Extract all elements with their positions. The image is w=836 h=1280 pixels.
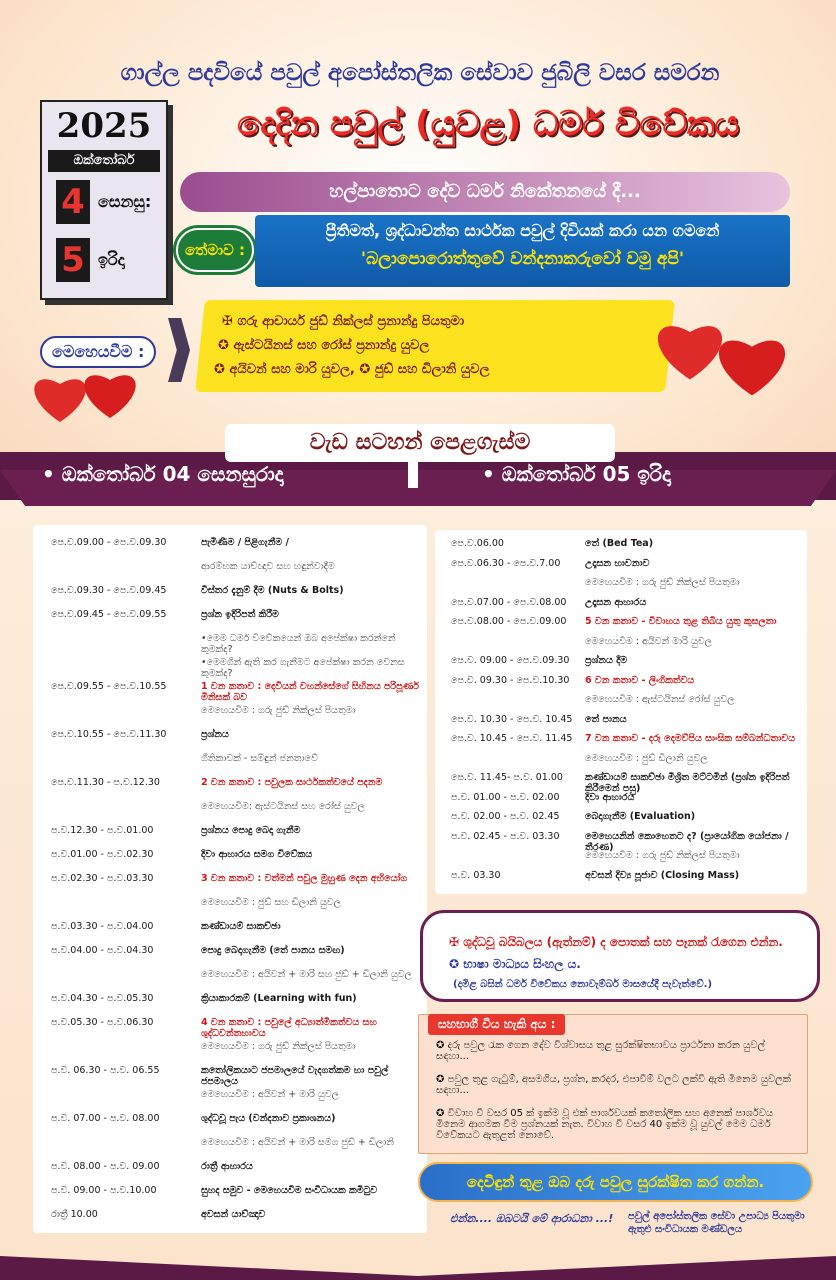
participant-item-text: විවාහ වී වසර 05 ක් ඉක්ම වූ එක් පාර්ශවයක් කතෝලික සහ අනෙක් පාර්ශවය මිනෙම ආගමක වීම ප්‍රශ්නයක් නැත. විවාහ වී වසර 40 ඉක්ම වූ යුවල් මෙම ධර්ම විවේකයට ඇතුළත් නොවේ. — [436, 1108, 774, 1141]
schedule-time: පෙ.ව. 09.30 - පෙ.ව.10.30 — [451, 674, 570, 686]
schedule-activity: මෙහෙයවීම : අයිවන් + මාරි සමග ජුඩ් + ඩිලානි — [201, 1137, 394, 1148]
schedule-time: පෙ.ව. 11.45- ප.ව. 01.00 — [451, 772, 563, 783]
participant-item-text: පවුල තුළ ගැටුම්, අසමගිය, ප්‍රශ්න, කරදර, එපාවීම් වලට ලක්වී ඇති මිනෙම යුවලක් සඳහා... — [436, 1074, 791, 1096]
schedule-activity: මෙහෙයවීම : ගරු ජුඩ් නික්ලස් පියතුමා — [585, 577, 740, 588]
schedule-time: ප.ව. 02.00 - ප.ව. 02.45 — [451, 811, 560, 822]
schedule-activity: ප්‍රශ්න ඉදිරිපත් කිරීම — [201, 609, 279, 620]
schedule-time: ප.ව. 01.00 - ප.ව. 02.00 — [451, 791, 560, 803]
schedule-activity: උදෑසන භාවනාව — [585, 557, 650, 569]
footer-swoosh — [0, 1240, 836, 1280]
schedule-activity: උදෑසන ආහාරය — [585, 596, 647, 608]
schedule-activity: කණ්ඩායම් සාකච්ඡා මිශ්‍රිත මට්ටමින් (ප්‍රශ්න ඉදිරිපත් කිරීමෙන් පසු) — [585, 772, 790, 794]
note-bring-bible: ✠ ශුද්ධවූ බයිබලය (ඇත්නම්) ද පොතක් සහ පෑනක් රැගෙන එන්න. — [449, 935, 783, 949]
facilitator-3-text: අයිවන් සහ මාරි යුවල, — [229, 362, 355, 377]
schedule-activity: කතෝලිකයාට ජපමාලයේ වැදගත්කම හා පවුල් ජපමාලය — [201, 1065, 389, 1087]
schedule-time: ප.ව.03.30 - ප.ව.04.00 — [51, 921, 154, 932]
schedule-time: පෙ.ව.09.55 - පෙ.ව.10.55 — [51, 681, 167, 692]
schedule-activity: 3 වන කතාව : වත්මන් පවුල මුහුණ දෙන අභියෝග — [201, 873, 408, 884]
heart-icon — [712, 326, 792, 398]
schedule-activity: තේ පානය — [585, 713, 627, 725]
schedule-activity: ප්‍රශ්නය දීම — [585, 655, 628, 666]
schedule-time: ප.ව. 06.30 - ප.ව. 06.55 — [51, 1065, 160, 1076]
schedule-activity: 5 වන කතාව - විවාහය තුළ තිබිය යුතු කුසලතා — [585, 616, 777, 627]
theme-line-1: ප්‍රීතිමත්, ශ්‍රද්ධාවන්ත සාර්ථක පවුල් දිවියක් කරා යන ගමනේ — [325, 221, 720, 240]
schedule-activity: ආරම්භක යාච්ඥාව සහ හඳුන්වාදීම — [201, 561, 335, 572]
day2-schedule — [435, 530, 807, 894]
top-title: ගාල්ල පදවියේ පවුල් අපෝස්තලික සේවාව ජුබිලි වසර සමරන — [120, 60, 720, 86]
schedule-activity: මෙහෙයවීම : අයිවන් + මාරි යුවල — [201, 1089, 339, 1100]
note-tamil: (දමිළ බසින් ධර්ම විවේකය නොවැම්බර් මාසයේදී පැවැත්වේ.) — [453, 979, 713, 990]
schedule-time: පෙ.ව.09.30 - පෙ.ව.09.45 — [51, 585, 167, 596]
schedule-activity: දිවා ආහාරය සමග විවේකය — [201, 849, 313, 860]
schedule-activity: ක්‍රියාකාරකම් (Learning with fun) — [201, 993, 357, 1004]
schedule-time: පෙ.ව.07.00 - පෙ.ව.08.00 — [451, 596, 567, 608]
schedule-activity: පැමිණීම / පිළිගැනීම / — [201, 537, 289, 548]
invitation-text: එන්න.... ඔබටයි මේ ආරාධනා ...! — [450, 1212, 614, 1225]
schedule-time: ප.ව. 03.30 — [451, 869, 501, 881]
schedule-activity: මෙහෙයවීම : ගරු ජුඩ් නික්ලස් පියතුමා — [585, 850, 740, 861]
date-box — [40, 100, 168, 300]
schedule-activity: ශුද්ධවූ පැය (වන්දනාව ප්‍රකාශනය) — [201, 1113, 336, 1124]
schedule-activity: 7 වන කතාව - දරු දෙමව්පිය සාංඝික සම්බන්ධතාවය — [585, 733, 796, 744]
participants-tag: සහභාගී විය හැකි අය : — [428, 1014, 565, 1035]
note-language: ✪ භාෂා මාධ්‍යය සිංහල ය. — [449, 957, 581, 971]
day1-heading: • ඔක්තෝබර් 04 සෙනසුරාදා — [42, 462, 284, 486]
schedule-activity: මෙහෙයවීම : අයිවන් + මාරි සහ ජුඩ් + ඩිලානි යුවල — [201, 969, 412, 980]
schedule-time: ප.ව.12.30 - ප.ව.01.00 — [51, 825, 154, 836]
schedule-time: පෙ.ව. 09.00 - පෙ.ව.09.30 — [451, 655, 570, 666]
year: 2025 — [56, 106, 152, 146]
day1-number: 4 — [56, 180, 90, 224]
protect-banner: දෙවිඳුන් තුළ ඔබ දරු පවුල සුරක්ෂිත කර ගන්න. — [418, 1162, 813, 1202]
divider — [408, 462, 418, 488]
facilitators-label: මෙහෙයවීම : — [40, 336, 156, 368]
day2-number: 5 — [56, 238, 90, 282]
schedule-activity: මෙහෙයවීම: ඇස්ටයිනස් සහ රෝස් යුවල — [201, 801, 365, 812]
schedule-time: ප.ව.05.30 - ප.ව.06.30 — [51, 1017, 154, 1028]
day2-heading: • ඔක්තෝබර් 05 ඉරිදා — [482, 462, 671, 486]
schedule-time: ප.ව.04.30 - ප.ව.05.30 — [51, 993, 154, 1004]
schedule-activity: සුහද සමුව - මෙහෙයවීම සංවිධායක කමිටුව — [201, 1185, 378, 1196]
venue-banner: හල්පාතොට දේව ධර්ම නිකේතනයේ දී... — [180, 172, 790, 212]
notes-box — [420, 910, 820, 1002]
schedule-activity: ප්‍රශ්නය — [201, 729, 229, 740]
schedule-time: පෙ.ව.09.00 - පෙ.ව.09.30 — [51, 537, 167, 548]
schedule-activity: විස්තර දැනුම් දීම (Nuts & Bolts) — [201, 585, 344, 596]
schedule-activity: මෙහෙයනින් කොහෙතට ද? (ප්‍රායෝගික යෝජනා / තීරණ) — [585, 830, 789, 853]
schedule-activity: 2 වන කතාව : පවුලක සාර්ථකත්වයේ පදනම — [201, 777, 383, 788]
schedule-activity: අවසන් දිව්‍ය පූජාව (Closing Mass) — [585, 869, 740, 881]
schedule-time: පෙ.ව. 10.45 - පෙ.ව. 11.45 — [451, 733, 573, 744]
schedule-activity: 6 වන කතාව - ලිංගිකත්වය — [585, 674, 695, 686]
participant-item-text: දරු පවුල රැක ගෙන දේව විශ්වාසය තුළ සුරක්ෂිතභාවය ප්‍රාර්ථනා කරන යුවල් සඳහා... — [436, 1040, 766, 1062]
schedule-time: ප.ව.01.00 - ප.ව.02.30 — [51, 849, 154, 860]
month: ඔක්තෝබර් — [48, 150, 160, 172]
schedule-time: පෙ.ව.06.30 - පෙ.ව.7.00 — [451, 557, 561, 569]
schedule-activity: මෙහෙයවීම : අයිවන් මාරි යුවල — [585, 635, 712, 647]
schedule-activity: පොදු බෙදාගැනීම (තේ පානය සමඟ) — [201, 945, 345, 956]
heart-icon — [80, 364, 140, 420]
day1-heading-text: ඔක්තෝබර් 04 සෙනසුරාදා — [61, 462, 284, 486]
schedule-activity: ගීතිකාවක් - සම්ඳුන් ජනතාවේ — [201, 753, 318, 764]
facilitator-1-text: ගරු ආචාර්ය ජුඩ් නික්ලස් ප්‍රනාන්දු පියතුමා — [237, 314, 465, 329]
participant-item: ✪ දරු පවුල රැක ගෙන දේව විශ්වාසය තුළ සුරක්ෂිතභාවය ප්‍රාර්ථනා කරන යුවල් සඳහා... — [436, 1040, 766, 1062]
schedule-time: පෙ.ව.06.00 — [451, 538, 504, 549]
facilitator-2-text: ඇස්ටයිනස් සහ රෝස් ප්‍රනාන්දු යුවල — [233, 338, 430, 353]
facilitator-2: ✪ ඇස්ටයිනස් සහ රෝස් ප්‍රනාන්දු යුවල — [218, 338, 430, 353]
theme-box — [255, 215, 790, 287]
schedule-activity: මෙහෙයවීම : ගරු ජුඩ් නික්ලස් පියතුමා — [201, 1041, 356, 1052]
facilitator-3: ✪ අයිවන් සහ මාරි යුවල, ✪ ජුඩ් සහ ඩිලානි යුවල — [214, 362, 490, 377]
note-language-text: භාෂා මාධ්‍යය සිංහල ය. — [463, 957, 581, 971]
day1-schedule — [33, 525, 427, 1233]
schedule-activity: අවසන් යාච්ඤාව — [201, 1209, 266, 1220]
schedule-activity: ප්‍රශ්නය පොදු බෙදා ගැනීම — [201, 825, 301, 836]
schedule-activity: තේ (Bed Tea) — [585, 538, 654, 549]
schedule-title: වැඩ සටහන් පෙළගැස්ම — [225, 424, 615, 462]
schedule-time: පෙ.ව.10.55 - පෙ.ව.11.30 — [51, 729, 167, 740]
schedule-time: රාත්‍රී 10.00 — [51, 1209, 98, 1220]
schedule-activity: දිවා ආහාරය — [585, 791, 635, 803]
schedule-activity: මෙහෙයවීම : ගරු ජුඩ් නික්ලස් පියතුමා — [201, 705, 356, 716]
schedule-activity: මෙහෙයවීම : ඇස්ටයිනස් රෝස් යුවල — [585, 694, 735, 705]
schedule-activity: රාත්‍රී ආහාරය — [201, 1161, 253, 1172]
schedule-time: පෙ.ව.09.45 - පෙ.ව.09.55 — [51, 609, 167, 620]
schedule-time: පෙ.ව.11.30 - ප.ව.12.30 — [51, 777, 160, 788]
theme-badge: තේමාව : — [176, 228, 254, 272]
schedule-time: ප.ව. 02.45 - ප.ව. 03.30 — [451, 830, 560, 842]
schedule-activity: මෙහෙයවීම : ජුඩ් ඩිලානි යුවල — [585, 752, 708, 764]
schedule-time: පෙ.ව. 10.30 - පෙ.ව. 10.45 — [451, 713, 573, 725]
schedule-time: ප.ව. 09.00 - ප.ව.10.00 — [51, 1185, 157, 1196]
organizer-text: පවුල් අපෝස්තලික සේවා උපාධ්‍ය පියතුමා ඇතුළු සංවිධායක මණ්ඩලය — [628, 1211, 805, 1235]
participant-item: ✪ විවාහ වී වසර 05 ක් ඉක්ම වූ එක් පාර්ශවයක් කතෝලික සහ අනෙක් පාර්ශවය මිනෙම ආගමක වීම ප්‍රශ්නයක් නැත. විවාහ වී වසර 40 ඉක්ම වූ යුවල් මෙම ධර්ම විවේකයට ඇතුළත් නොවේ. — [436, 1108, 774, 1141]
main-title: දෙදින පවුල් (යුවළ) ධර්ම විවේකය — [237, 104, 739, 144]
day2-label: ඉරිදා — [98, 250, 125, 269]
schedule-activity: කණ්ඩායම් සාකච්ඡා — [201, 921, 281, 932]
schedule-activity: මෙහෙයවීම : ජුඩ් සහ ඩිලානි යුවල — [201, 897, 341, 908]
schedule-time: ප.ව.02.30 - ප.ව.03.30 — [51, 873, 154, 884]
schedule-time: ප.ව.04.00 - ප.ව.04.30 — [51, 945, 154, 956]
theme-line-2: 'බලාපොරොත්තුවේ වන්දනාකරුවෝ වමු අපි' — [360, 249, 685, 269]
schedule-time: ප.ව. 07.00 - ප.ව. 08.00 — [51, 1113, 160, 1124]
schedule-time: පෙ.ව.08.00 - පෙ.ව.09.00 — [451, 616, 567, 627]
day2-heading-text: ඔක්තෝබර් 05 ඉරිදා — [501, 462, 671, 486]
schedule-activity: 1 වන කතාව : දෙවියන් වහන්සේගේ සිහිනය පරිපූර්ණ මිනිසක් බව — [201, 681, 419, 703]
facilitator-4-text: ජුඩ් සහ ඩිලානි යුවල — [374, 362, 490, 377]
schedule-activity: 4 වන කතාව : පවුලේ අධ්‍යාත්මිකත්වය සහ ශුද්ධවන්තභාවය — [201, 1017, 377, 1039]
schedule-activity: බෙදාගැනීම (Evaluation) — [585, 811, 696, 822]
schedule-time: ප.ව. 08.00 - ප.ව. 09.00 — [51, 1161, 160, 1172]
note-bring-bible-text: ශුද්ධවූ බයිබලය (ඇත්නම්) ද පොතක් සහ පෑනක් රැගෙන එන්න. — [463, 935, 783, 949]
schedule-activity: •මෙමගින් ඇති කර ගැනීමට අපේක්ෂා කරන වෙනස කුමක්ද? — [201, 657, 405, 679]
facilitator-1: ✠ ගරු ආචාර්ය ජුඩ් නික්ලස් ප්‍රනාන්දු පියතුමා — [222, 314, 465, 329]
participant-item: ✪ පවුල තුළ ගැටුම්, අසමගිය, ප්‍රශ්න, කරදර, එපාවීම් වලට ලක්වී ඇති මිනෙම යුවලක් සඳහා... — [436, 1074, 791, 1096]
day1-label: සෙනසු: — [98, 192, 152, 211]
schedule-activity: •මෙම ධර්ම විවේකයෙන් ඔබ අපේක්ෂා කරන්නේ කුමක්ද? — [201, 633, 396, 655]
